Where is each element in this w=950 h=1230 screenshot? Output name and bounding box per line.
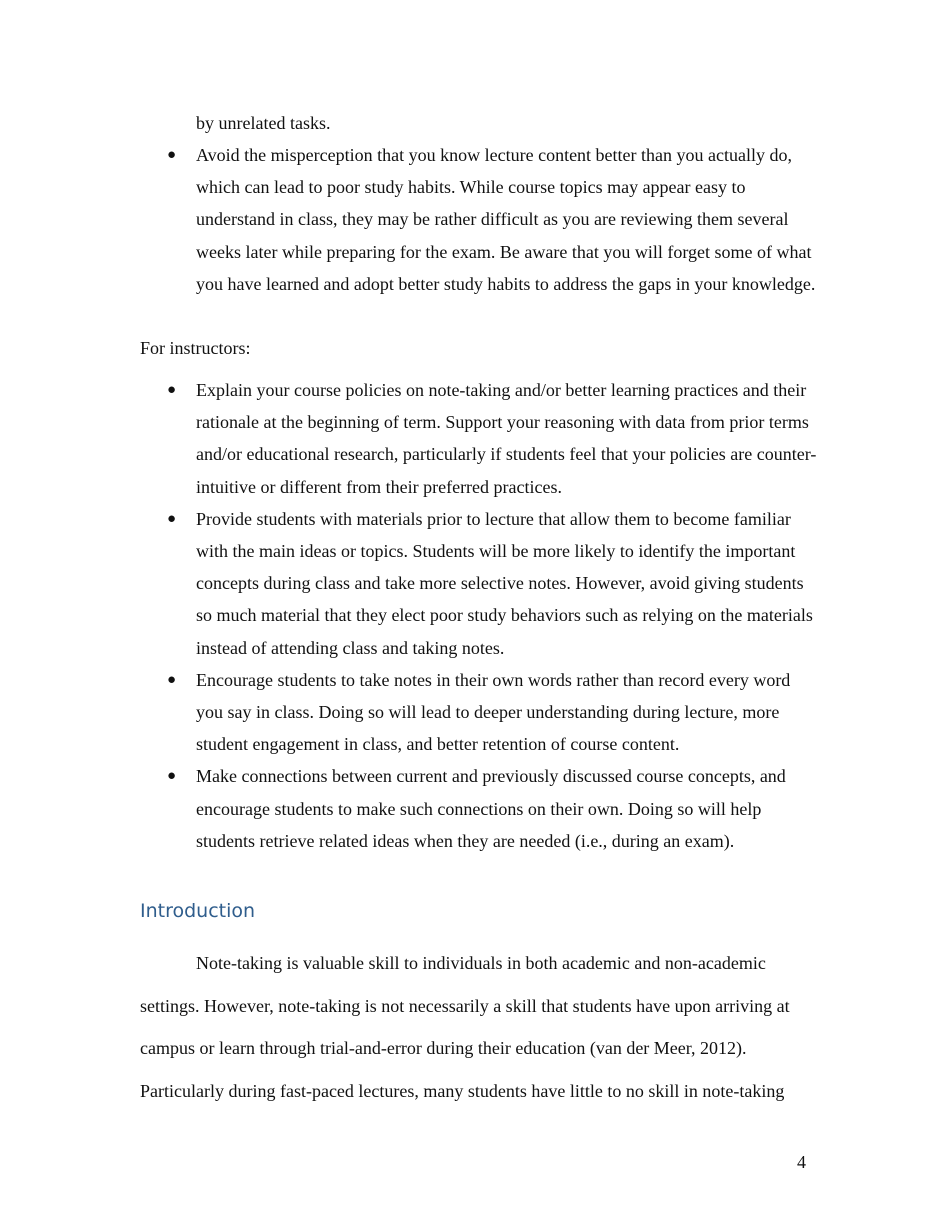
list-item — [140, 664, 820, 761]
bullet-icon: ● — [167, 147, 177, 163]
list-item-text: Make connections between current and previously discussed course concepts, and encourage students to make such connections on their own. Doing so will help students retrieve related ideas when they are needed (i.e., during an exam). — [196, 766, 786, 851]
intro-paragraph: Note-taking is valuable skill to individuals in both academic and non-academic settings. However, note-taking is not necessarily a skill that students have upon arriving at campus or learn through trial-and-error during their education (van der Meer, 2012). Particularly during fast-paced lectures, many students have little to no skill in note-taking — [140, 953, 790, 1101]
page-number: 4 — [797, 1152, 806, 1172]
list-item-text: Encourage students to take notes in their own words rather than record every word you say in class. Doing so will lead to deeper understanding during lecture, more student engagement in class, and better retention of course content. — [196, 669, 791, 755]
list-item-text: Provide students with materials prior to lecture that allow them to become familiar with the main ideas or topics. Students will be more likely to identify the important concepts during class and take more selective notes. However, avoid giving students so much material that they elect poor study behaviors such as relying on the materials instead of attending class and taking notes. — [196, 508, 813, 658]
list-item — [140, 374, 820, 503]
section-heading: Introduction — [140, 900, 256, 922]
continued-bullet-text: by unrelated tasks. — [196, 113, 331, 133]
list-item — [140, 760, 820, 857]
bullet-icon: ● — [167, 768, 177, 785]
list-item-text: Avoid the misperception that you know lecture content better than you actually do, which can lead to poor study habits. While course topics may appear easy to understand in class, they may be rather difficult as you are reviewing them several weeks later while preparing for the exam. Be aware that you will forget some of what you have learned and adopt better study habits to address the gaps in your knowledge. — [196, 145, 816, 294]
student-tips-list — [140, 139, 820, 300]
instructors-label: For instructors: — [140, 338, 251, 358]
bullet-icon: ● — [167, 510, 177, 527]
list-item — [140, 503, 820, 664]
list-item-text: Explain your course policies on note-taking and/or better learning practices and their rationale at the beginning of term. Support your reasoning with data from prior terms and/or educational research, particularly if students feel that your policies are counter-intuitive or different from their preferred practices. — [196, 380, 817, 497]
bullet-icon: ● — [167, 671, 177, 688]
bullet-icon: ● — [167, 382, 177, 398]
instructor-tips-list — [140, 374, 820, 857]
list-item — [140, 139, 820, 300]
